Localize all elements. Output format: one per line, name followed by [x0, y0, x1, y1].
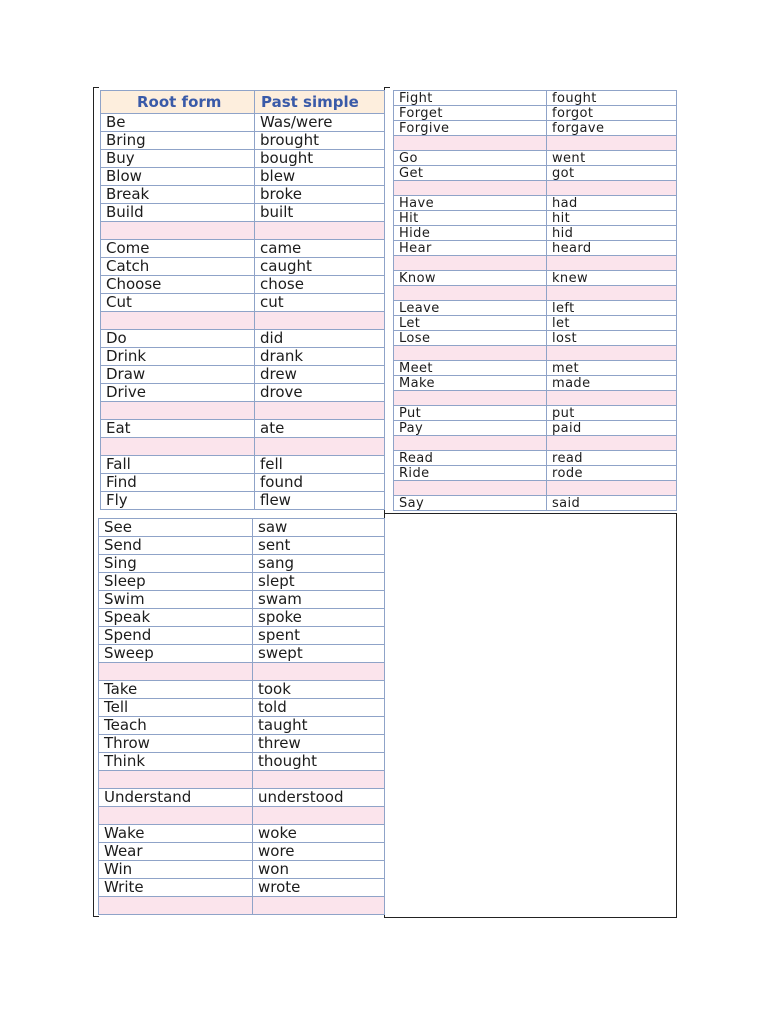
- past-simple-cell: wore: [253, 843, 385, 861]
- separator-row: [99, 807, 385, 825]
- separator-cell: [394, 256, 547, 271]
- separator-cell: [253, 807, 385, 825]
- bottom-right-frame: [384, 513, 677, 918]
- separator-cell: [253, 771, 385, 789]
- root-form-cell: Pay: [394, 421, 547, 436]
- separator-cell: [547, 391, 677, 406]
- past-simple-cell: swam: [253, 591, 385, 609]
- verb-table-body: [394, 91, 677, 511]
- past-simple-cell: caught: [255, 258, 385, 276]
- separator-cell: [101, 402, 255, 420]
- root-form-cell: Cut: [101, 294, 255, 312]
- separator-row: [394, 256, 677, 271]
- verb-row: [101, 474, 385, 492]
- verb-row: [99, 681, 385, 699]
- past-simple-cell: spent: [253, 627, 385, 645]
- verb-row: [99, 699, 385, 717]
- verb-row: [99, 537, 385, 555]
- root-form-cell: Have: [394, 196, 547, 211]
- separator-cell: [394, 481, 547, 496]
- root-form-cell: Build: [101, 204, 255, 222]
- separator-cell: [255, 222, 385, 240]
- root-form-cell: Understand: [99, 789, 253, 807]
- verb-row: [101, 330, 385, 348]
- verb-row: [394, 166, 677, 181]
- verb-row: [99, 789, 385, 807]
- root-form-cell: Sweep: [99, 645, 253, 663]
- verb-row: [394, 121, 677, 136]
- root-form-cell: Wake: [99, 825, 253, 843]
- past-simple-cell: drove: [255, 384, 385, 402]
- separator-row: [394, 436, 677, 451]
- table-header-row: [101, 91, 385, 114]
- separator-cell: [99, 807, 253, 825]
- past-simple-cell: broke: [255, 186, 385, 204]
- root-form-cell: Teach: [99, 717, 253, 735]
- verb-table-body: [99, 519, 385, 915]
- verb-row: [101, 276, 385, 294]
- past-simple-cell: had: [547, 196, 677, 211]
- separator-cell: [99, 771, 253, 789]
- past-simple-cell: did: [255, 330, 385, 348]
- root-form-cell: Tell: [99, 699, 253, 717]
- past-simple-cell: forgave: [547, 121, 677, 136]
- root-form-cell: Hit: [394, 211, 547, 226]
- root-form-cell: Draw: [101, 366, 255, 384]
- verb-row: [394, 301, 677, 316]
- past-simple-cell: hit: [547, 211, 677, 226]
- past-simple-header: Past simple: [255, 91, 385, 114]
- past-simple-cell: read: [547, 451, 677, 466]
- separator-cell: [101, 438, 255, 456]
- separator-row: [394, 391, 677, 406]
- past-simple-cell: flew: [255, 492, 385, 510]
- verb-row: [394, 211, 677, 226]
- verb-row: [394, 271, 677, 286]
- verb-row: [394, 376, 677, 391]
- verb-row: [101, 294, 385, 312]
- past-simple-cell: fought: [547, 91, 677, 106]
- root-form-cell: Break: [101, 186, 255, 204]
- separator-cell: [394, 436, 547, 451]
- separator-cell: [547, 181, 677, 196]
- verb-row: [99, 609, 385, 627]
- root-form-cell: Come: [101, 240, 255, 258]
- root-form-cell: Think: [99, 753, 253, 771]
- separator-row: [101, 438, 385, 456]
- verb-row: [99, 879, 385, 897]
- separator-cell: [394, 181, 547, 196]
- verb-row: [101, 240, 385, 258]
- root-form-cell: Find: [101, 474, 255, 492]
- past-simple-cell: sang: [253, 555, 385, 573]
- separator-row: [99, 663, 385, 681]
- root-form-cell: Throw: [99, 735, 253, 753]
- verb-row: [99, 645, 385, 663]
- verb-table-bottom-left: [98, 518, 385, 915]
- verb-row: [99, 591, 385, 609]
- root-form-cell: Send: [99, 537, 253, 555]
- root-form-cell: Take: [99, 681, 253, 699]
- verb-row: [101, 186, 385, 204]
- past-simple-cell: paid: [547, 421, 677, 436]
- separator-cell: [394, 136, 547, 151]
- separator-row: [101, 312, 385, 330]
- past-simple-cell: got: [547, 166, 677, 181]
- separator-cell: [101, 312, 255, 330]
- verb-row: [394, 421, 677, 436]
- verb-row: [101, 366, 385, 384]
- past-simple-cell: knew: [547, 271, 677, 286]
- verb-row: [394, 406, 677, 421]
- past-simple-cell: swept: [253, 645, 385, 663]
- past-simple-cell: taught: [253, 717, 385, 735]
- root-form-cell: Choose: [101, 276, 255, 294]
- verb-row: [101, 348, 385, 366]
- root-form-cell: Say: [394, 496, 547, 511]
- separator-cell: [547, 436, 677, 451]
- past-simple-cell: thought: [253, 753, 385, 771]
- separator-cell: [547, 136, 677, 151]
- past-simple-cell: lost: [547, 331, 677, 346]
- separator-cell: [253, 897, 385, 915]
- past-simple-cell: hid: [547, 226, 677, 241]
- root-form-cell: Hear: [394, 241, 547, 256]
- verb-table-body: [101, 114, 385, 510]
- past-simple-cell: went: [547, 151, 677, 166]
- verb-row: [394, 466, 677, 481]
- past-simple-cell: took: [253, 681, 385, 699]
- separator-row: [394, 346, 677, 361]
- root-form-cell: Know: [394, 271, 547, 286]
- verb-row: [99, 627, 385, 645]
- verb-row: [101, 204, 385, 222]
- past-simple-cell: rode: [547, 466, 677, 481]
- verb-row: [394, 496, 677, 511]
- past-simple-cell: drank: [255, 348, 385, 366]
- past-simple-cell: cut: [255, 294, 385, 312]
- verb-row: [394, 151, 677, 166]
- root-form-cell: Forgive: [394, 121, 547, 136]
- verb-row: [394, 361, 677, 376]
- root-form-cell: Swim: [99, 591, 253, 609]
- verb-row: [101, 114, 385, 132]
- separator-row: [394, 286, 677, 301]
- past-simple-cell: came: [255, 240, 385, 258]
- root-form-cell: Forget: [394, 106, 547, 121]
- separator-cell: [255, 402, 385, 420]
- root-form-cell: Blow: [101, 168, 255, 186]
- verb-row: [101, 150, 385, 168]
- verb-row: [101, 420, 385, 438]
- separator-cell: [547, 286, 677, 301]
- verb-row: [394, 226, 677, 241]
- verb-row: [394, 316, 677, 331]
- separator-cell: [99, 663, 253, 681]
- root-form-cell: Sing: [99, 555, 253, 573]
- verb-row: [101, 168, 385, 186]
- past-simple-cell: made: [547, 376, 677, 391]
- separator-cell: [255, 312, 385, 330]
- past-simple-cell: chose: [255, 276, 385, 294]
- past-simple-cell: threw: [253, 735, 385, 753]
- root-form-cell: Go: [394, 151, 547, 166]
- past-simple-cell: said: [547, 496, 677, 511]
- root-form-cell: Drink: [101, 348, 255, 366]
- past-simple-cell: heard: [547, 241, 677, 256]
- verb-row: [101, 132, 385, 150]
- past-simple-cell: brought: [255, 132, 385, 150]
- root-form-cell: Fight: [394, 91, 547, 106]
- verb-table-top-left: [100, 90, 385, 510]
- root-form-cell: Eat: [101, 420, 255, 438]
- separator-row: [101, 402, 385, 420]
- root-form-cell: Be: [101, 114, 255, 132]
- past-simple-cell: drew: [255, 366, 385, 384]
- separator-row: [394, 136, 677, 151]
- root-form-cell: Hide: [394, 226, 547, 241]
- root-form-cell: Lose: [394, 331, 547, 346]
- root-form-cell: Read: [394, 451, 547, 466]
- separator-cell: [99, 897, 253, 915]
- verb-row: [394, 241, 677, 256]
- verb-table-right: [393, 90, 677, 511]
- verb-row: [99, 825, 385, 843]
- verb-row: [394, 91, 677, 106]
- root-form-cell: Buy: [101, 150, 255, 168]
- past-simple-cell: Was/were: [255, 114, 385, 132]
- root-form-cell: Make: [394, 376, 547, 391]
- verb-row: [99, 573, 385, 591]
- past-simple-cell: built: [255, 204, 385, 222]
- root-form-cell: See: [99, 519, 253, 537]
- root-form-cell: Fly: [101, 492, 255, 510]
- past-simple-cell: bought: [255, 150, 385, 168]
- verb-row: [101, 456, 385, 474]
- verb-row: [394, 451, 677, 466]
- separator-row: [99, 771, 385, 789]
- root-form-cell: Let: [394, 316, 547, 331]
- root-form-cell: Get: [394, 166, 547, 181]
- past-simple-cell: fell: [255, 456, 385, 474]
- root-form-cell: Put: [394, 406, 547, 421]
- past-simple-cell: slept: [253, 573, 385, 591]
- verb-row: [394, 331, 677, 346]
- root-form-cell: Speak: [99, 609, 253, 627]
- verb-row: [394, 196, 677, 211]
- verb-row: [99, 753, 385, 771]
- separator-cell: [394, 286, 547, 301]
- verb-row: [101, 384, 385, 402]
- root-form-cell: Bring: [101, 132, 255, 150]
- separator-cell: [547, 481, 677, 496]
- root-form-cell: Do: [101, 330, 255, 348]
- past-simple-cell: won: [253, 861, 385, 879]
- past-simple-cell: woke: [253, 825, 385, 843]
- past-simple-cell: told: [253, 699, 385, 717]
- root-form-cell: Sleep: [99, 573, 253, 591]
- root-form-header: Root form: [101, 91, 255, 114]
- root-form-cell: Ride: [394, 466, 547, 481]
- separator-cell: [547, 256, 677, 271]
- verb-row: [99, 843, 385, 861]
- verb-row: [99, 519, 385, 537]
- past-simple-cell: met: [547, 361, 677, 376]
- root-form-cell: Win: [99, 861, 253, 879]
- separator-cell: [394, 346, 547, 361]
- past-simple-cell: wrote: [253, 879, 385, 897]
- separator-cell: [547, 346, 677, 361]
- verb-row: [101, 492, 385, 510]
- root-form-cell: Catch: [101, 258, 255, 276]
- past-simple-cell: sent: [253, 537, 385, 555]
- past-simple-cell: saw: [253, 519, 385, 537]
- past-simple-cell: let: [547, 316, 677, 331]
- past-simple-cell: understood: [253, 789, 385, 807]
- past-simple-cell: found: [255, 474, 385, 492]
- past-simple-cell: blew: [255, 168, 385, 186]
- root-form-cell: Write: [99, 879, 253, 897]
- separator-row: [101, 222, 385, 240]
- past-simple-cell: ate: [255, 420, 385, 438]
- past-simple-cell: spoke: [253, 609, 385, 627]
- past-simple-cell: left: [547, 301, 677, 316]
- verb-row: [99, 555, 385, 573]
- separator-cell: [101, 222, 255, 240]
- separator-cell: [255, 438, 385, 456]
- verb-row: [394, 106, 677, 121]
- verb-row: [99, 861, 385, 879]
- root-form-cell: Leave: [394, 301, 547, 316]
- past-simple-cell: put: [547, 406, 677, 421]
- root-form-cell: Spend: [99, 627, 253, 645]
- root-form-cell: Wear: [99, 843, 253, 861]
- separator-row: [99, 897, 385, 915]
- verb-row: [99, 717, 385, 735]
- root-form-cell: Drive: [101, 384, 255, 402]
- root-form-cell: Meet: [394, 361, 547, 376]
- verb-row: [101, 258, 385, 276]
- root-form-cell: Fall: [101, 456, 255, 474]
- separator-row: [394, 481, 677, 496]
- separator-row: [394, 181, 677, 196]
- verb-row: [99, 735, 385, 753]
- past-simple-cell: forgot: [547, 106, 677, 121]
- separator-cell: [394, 391, 547, 406]
- separator-cell: [253, 663, 385, 681]
